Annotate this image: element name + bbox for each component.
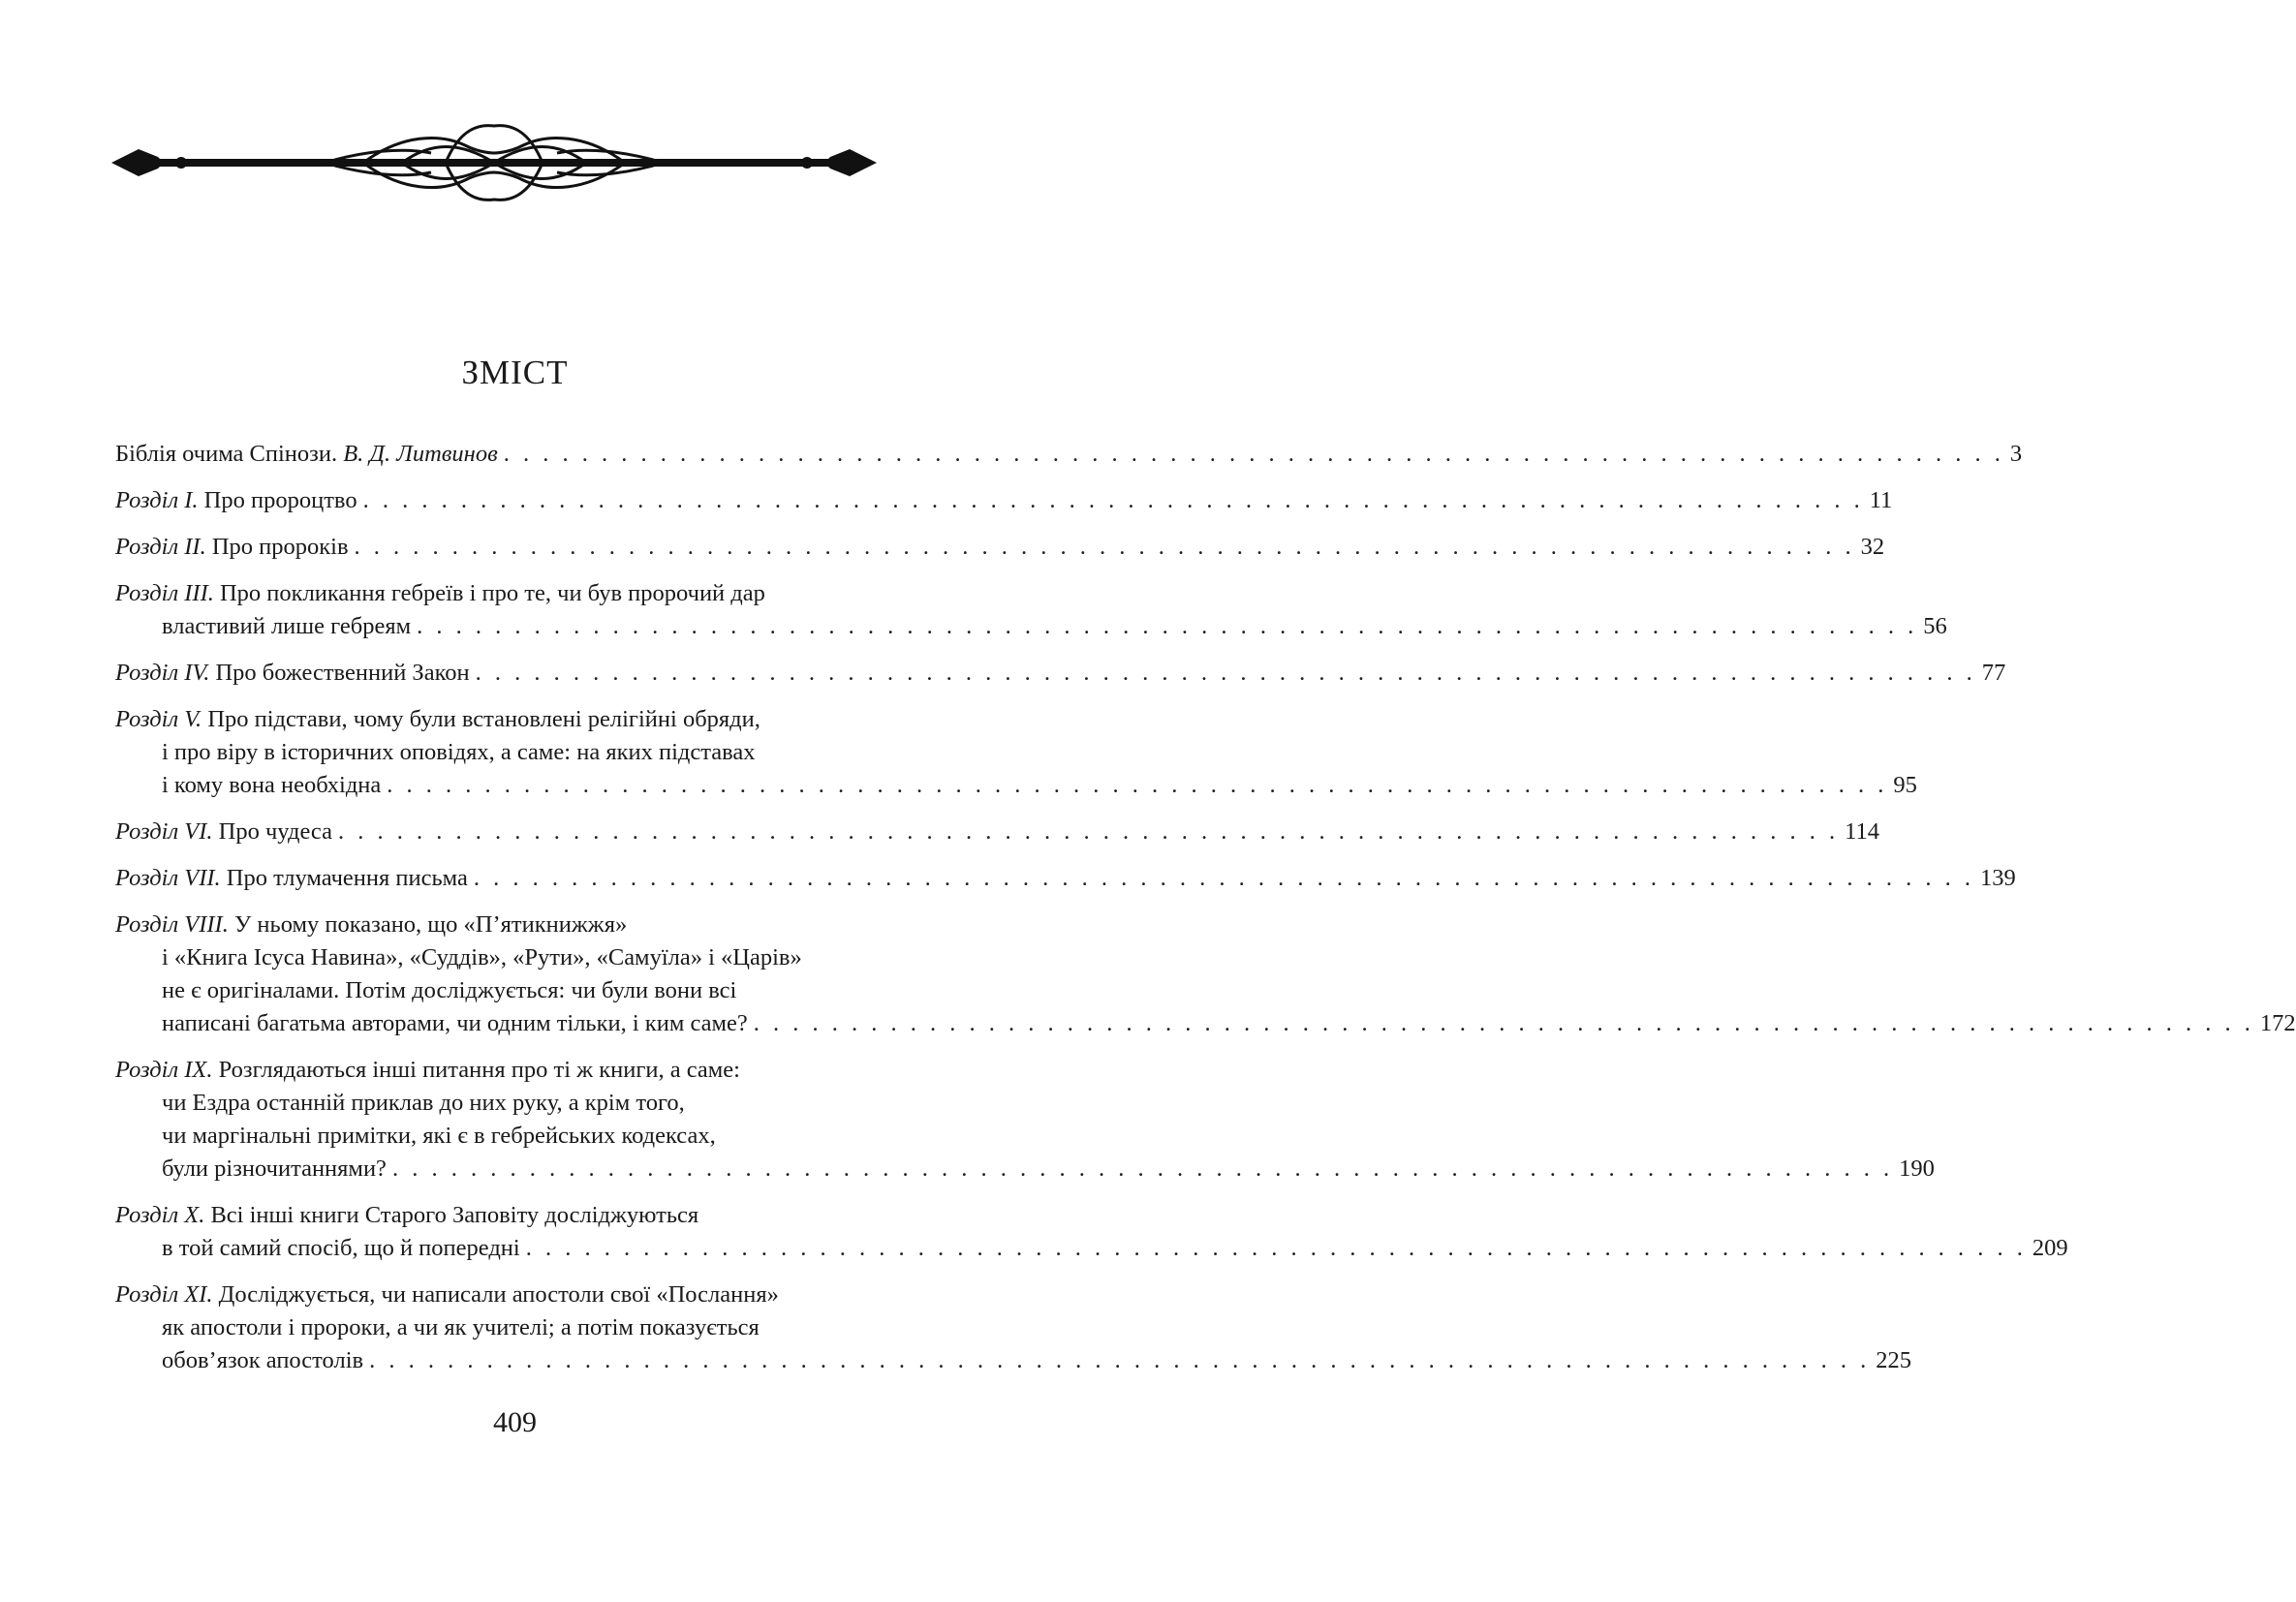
toc-entry-text: Біблія очима Спінози. (115, 441, 344, 467)
toc-entry-text-wrap (162, 1232, 520, 1265)
toc-entry-text-wrap (162, 1153, 387, 1186)
toc-entry-line (115, 577, 876, 610)
toc-page-number[interactable]: 95 (1893, 772, 1917, 798)
page-title: ЗМІСТ (461, 354, 569, 391)
toc-entry[interactable] (115, 862, 2016, 895)
toc-page-number[interactable]: 114 (1845, 818, 1879, 845)
toc-entry-text-wrap (162, 769, 381, 802)
toc-entry-text: чи Ездра останній приклав до них руку, а крім того, (162, 1090, 685, 1116)
toc-entry-line (115, 1344, 1911, 1377)
toc-chapter-label: Розділ IV. (115, 660, 210, 686)
toc-entry-text-wrap (162, 1344, 363, 1377)
toc-entry-text-wrap (162, 1007, 748, 1040)
toc-entry-text: і кому вона необхідна (162, 772, 382, 798)
toc-entry-text-wrap (115, 703, 760, 736)
toc-entry-text: Про покликання гебреїв і про те, чи був пророчий дар (213, 580, 765, 606)
toc-entry-text-wrap (162, 974, 736, 1007)
toc-entry-text-wrap (162, 1087, 685, 1120)
toc-entry-text-wrap (115, 657, 470, 690)
toc-entry-line (115, 909, 876, 941)
toc-entry-line (115, 1153, 1935, 1186)
toc-entry-line (115, 438, 2023, 471)
toc-entry-text: і «Книга Ісуса Навина», «Суддів», «Рути», «Самуїла» і «Царів» (162, 944, 802, 970)
toc-entry-line (115, 1279, 876, 1311)
toc-chapter-label: Розділ VII. (115, 865, 221, 891)
toc-entry[interactable] (115, 657, 2006, 690)
toc-entry-line (115, 769, 1917, 802)
toc-entry-text: У ньому показано, що «П’ятикнижжя» (228, 911, 628, 938)
toc-entry-text-wrap (115, 862, 468, 895)
toc-entry-line (115, 736, 876, 769)
toc-entry[interactable] (115, 1054, 1935, 1186)
dot-leader: . . . . . . . . . . . . . . . . . . . . . . . . . . . . . . . . . . . . . . . . . . . . . . . . . . . . . . . . . . . . . . . . . . . . . . . . . . . . . (475, 660, 1976, 686)
toc-entry-text: не є оригіналами. Потім досліджується: чи були вони всі (162, 977, 737, 1003)
toc-entry-line (115, 610, 1947, 643)
toc-chapter-label: Розділ I. (115, 487, 199, 513)
toc-chapter-label: Розділ VIII. (115, 911, 229, 938)
toc-entry-text-wrap (115, 577, 765, 610)
dot-leader: . . . . . . . . . . . . . . . . . . . . . . . . . . . . . . . . . . . . . . . . . . . . . . . . . . . . . . . . . . . . . . . . . . . . . . . . . . . . . (354, 534, 1855, 560)
toc-entry-text: в той самий спосіб, що й попередні (162, 1235, 520, 1261)
toc-entry-text: Досліджується, чи написали апостоли свої «Послання» (212, 1281, 779, 1308)
toc-entry-text: Розглядаються інші питання про ті ж книги, а саме: (212, 1057, 740, 1083)
toc-entry-line (115, 1311, 876, 1344)
toc-entry[interactable] (115, 577, 1947, 643)
toc-entry-line (115, 1087, 876, 1120)
toc-entry-text: обов’язок апостолів (162, 1347, 364, 1373)
toc-entry-text-wrap (115, 1199, 698, 1232)
toc-entry[interactable] (115, 484, 1893, 517)
toc-entry-text: Про пророцтво (198, 487, 357, 513)
toc-entry-line (115, 974, 876, 1007)
dot-leader: . . . . . . . . . . . . . . . . . . . . . . . . . . . . . . . . . . . . . . . . . . . . . . . . . . . . . . . . . . . . . . . . . . . . . . . . . . . . . (391, 1155, 1894, 1182)
dot-leader: . . . . . . . . . . . . . . . . . . . . . . . . . . . . . . . . . . . . . . . . . . . . . . . . . . . . . . . . . . . . . . . . . . . . . . . . . . . . . (503, 441, 2004, 467)
toc-entry-line (115, 657, 2006, 690)
toc-entry-line (115, 1120, 876, 1153)
toc-entry-line (115, 1054, 876, 1087)
toc-entry-line (115, 1199, 876, 1232)
toc-entry-text: Про чудеса (212, 818, 332, 845)
toc-entry-line (115, 531, 1885, 564)
toc-entry[interactable] (115, 909, 2296, 1040)
toc-entry-line (115, 484, 1893, 517)
toc-page-number[interactable]: 77 (1981, 660, 2006, 686)
toc-entry[interactable] (115, 816, 1879, 848)
dot-leader: . . . . . . . . . . . . . . . . . . . . . . . . . . . . . . . . . . . . . . . . . . . . . . . . . . . . . . . . . . . . . . . . . . . . . . . . . . . . . (473, 865, 1975, 891)
dot-leader: . . . . . . . . . . . . . . . . . . . . . . . . . . . . . . . . . . . . . . . . . . . . . . . . . . . . . . . . . . . . . . . . . . . . . . . . . . . . . (417, 613, 1918, 639)
toc-entry[interactable] (115, 1199, 2068, 1265)
toc-entry-text-wrap (115, 816, 332, 848)
toc-page-number[interactable]: 3 (2009, 441, 2023, 467)
toc-entry-text-wrap (115, 484, 357, 517)
toc-entry-text-wrap (115, 909, 627, 941)
toc-entry-line (115, 941, 876, 974)
toc-entry-text: Всі інші книги Старого Заповіту досліджуються (204, 1202, 699, 1228)
toc-entry-line (115, 703, 876, 736)
toc-page-number[interactable]: 190 (1899, 1155, 1935, 1182)
toc-entry-text: Про підстави, чому були встановлені релігійні обряди, (202, 706, 760, 732)
toc-chapter-label: Розділ X. (115, 1202, 205, 1228)
toc-entry-text-wrap (162, 736, 756, 769)
toc-chapter-label: Розділ II. (115, 534, 206, 560)
toc-entry-text: Про пророків (205, 534, 349, 560)
toc-entry-text-wrap (115, 1279, 779, 1311)
page-number: 409 (493, 1406, 537, 1438)
toc-entry-text: чи маргінальні примітки, які є в гебрейських кодексах, (162, 1123, 716, 1149)
toc-entry[interactable] (115, 703, 1917, 802)
toc-entry-text: Про тлумачення письма (220, 865, 468, 891)
toc-entry-text: і про віру в історичних оповідях, а саме: на яких підставах (162, 739, 756, 765)
toc-entry-line (115, 862, 2016, 895)
toc-page-number[interactable]: 11 (1869, 487, 1893, 513)
toc-chapter-label: Розділ IX. (115, 1057, 213, 1083)
toc-entry-text: властивий лише гебреям (162, 613, 412, 639)
toc-entry[interactable] (115, 531, 1885, 564)
toc-page-number[interactable]: 172 (2259, 1010, 2296, 1036)
toc-chapter-label: Розділ V. (115, 706, 202, 732)
dot-leader: . . . . . . . . . . . . . . . . . . . . . . . . . . . . . . . . . . . . . . . . . . . . . . . . . . . . . . . . . . . . . . . . . . . . . . . . . . . . . (362, 487, 1864, 513)
toc-entry-text-wrap (115, 438, 498, 471)
dot-leader: . . . . . . . . . . . . . . . . . . . . . . . . . . . . . . . . . . . . . . . . . . . . . . . . . . . . . . . . . . . . . . . . . . . . . . . . . . . . . (387, 772, 1888, 798)
toc-chapter-label: Розділ III. (115, 580, 214, 606)
toc-entry[interactable] (115, 438, 2023, 471)
dot-leader: . . . . . . . . . . . . . . . . . . . . . . . . . . . . . . . . . . . . . . . . . . . . . . . . . . . . . . . . . . . . . . . . . . . . . . . . . . . . . (525, 1235, 2027, 1261)
decorative-ornament (111, 124, 877, 211)
toc-page-number[interactable]: 139 (1980, 865, 2016, 891)
ornament-flourish-icon (111, 124, 877, 211)
toc-entry-text-wrap (162, 1311, 760, 1344)
dot-leader: . . . . . . . . . . . . . . . . . . . . . . . . . . . . . . . . . . . . . . . . . . . . . . . . . . . . . . . . . . . . . . . . . . . . . . . . . . . . . (753, 1010, 2254, 1036)
toc-page-number[interactable]: 32 (1860, 534, 1885, 560)
toc-entry-text-wrap (115, 531, 349, 564)
toc-page-number[interactable]: 209 (2032, 1235, 2068, 1261)
toc-entry-text: були різночитаннями? (162, 1155, 387, 1182)
toc-entry-text-wrap (162, 610, 411, 643)
toc-entry-text-wrap (162, 941, 802, 974)
toc-entry-line (115, 1007, 2296, 1040)
table-of-contents (115, 438, 2296, 1391)
dot-leader: . . . . . . . . . . . . . . . . . . . . . . . . . . . . . . . . . . . . . . . . . . . . . . . . . . . . . . . . . . . . . . . . . . . . . . . . . . . . . (338, 818, 1840, 845)
toc-entry-text: написані багатьма авторами, чи одним тільки, і ким саме? (162, 1010, 748, 1036)
toc-entry-line (115, 816, 1879, 848)
toc-author: В. Д. Литвинов (343, 441, 498, 467)
toc-entry[interactable] (115, 1279, 1911, 1377)
toc-chapter-label: Розділ XI. (115, 1281, 213, 1308)
toc-entry-line (115, 1232, 2068, 1265)
toc-page-number[interactable]: 56 (1923, 613, 1947, 639)
toc-chapter-label: Розділ VI. (115, 818, 213, 845)
toc-entry-text-wrap (115, 1054, 740, 1087)
toc-entry-text: Про божественний Закон (209, 660, 470, 686)
dot-leader: . . . . . . . . . . . . . . . . . . . . . . . . . . . . . . . . . . . . . . . . . . . . . . . . . . . . . . . . . . . . . . . . . . . . . . . . . . . . . (369, 1347, 1871, 1373)
toc-entry-text: як апостоли і пророки, а чи як учителі; а потім показується (162, 1314, 760, 1340)
toc-entry-text-wrap (162, 1120, 716, 1153)
toc-page-number[interactable]: 225 (1876, 1347, 1911, 1373)
